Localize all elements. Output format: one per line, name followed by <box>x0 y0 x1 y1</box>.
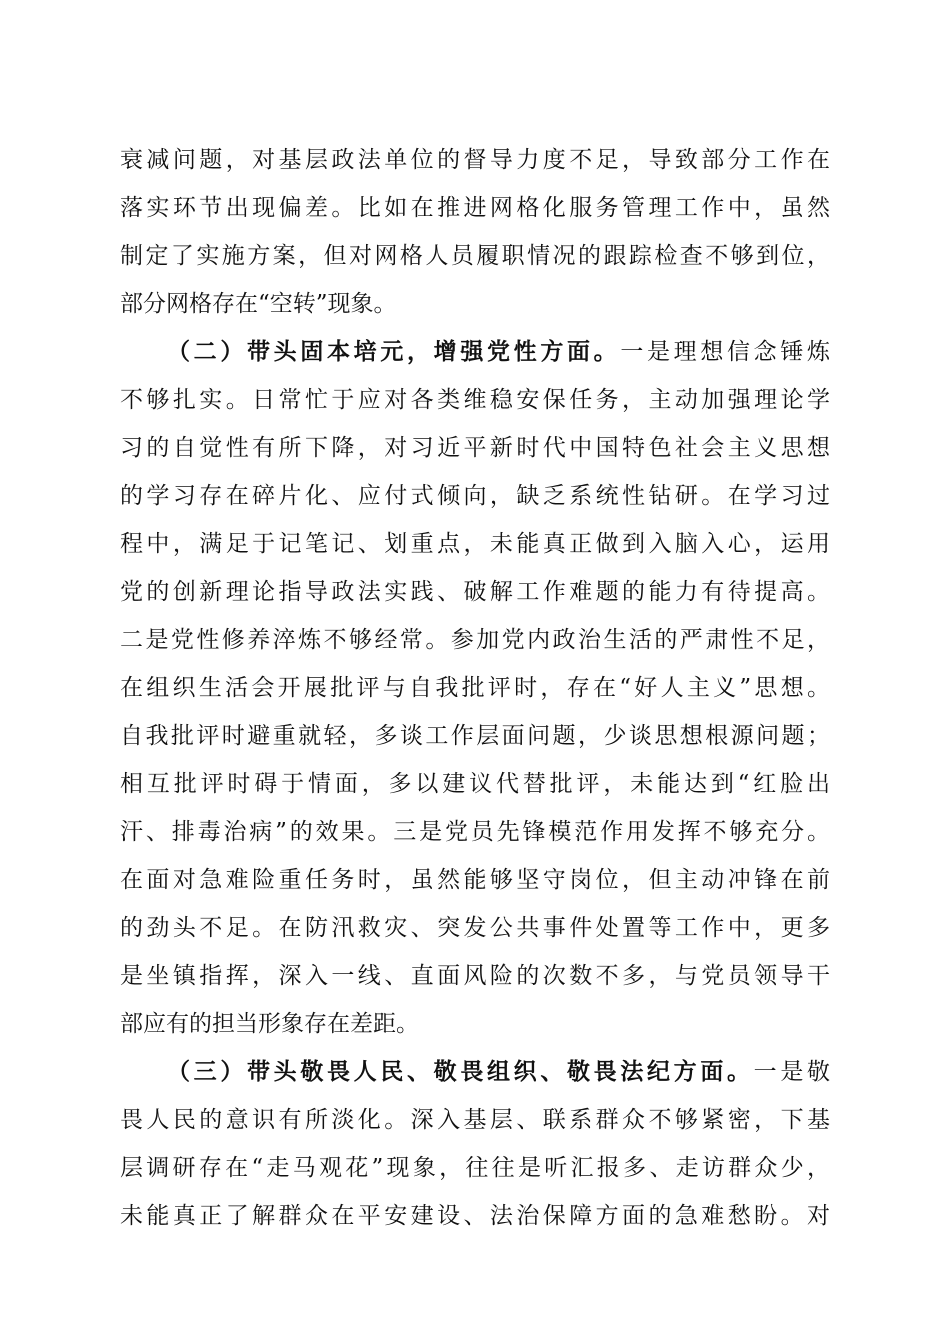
text-line: 畏人民的意识有所淡化。深入基层、联系群众不够紧密，下基 <box>120 1107 830 1133</box>
text-line: 相互批评时碍于情面，多以建议代替批评，未能达到“红脸出 <box>120 771 830 797</box>
text-line: 党的创新理论指导政法实践、破解工作难题的能力有待提高。 <box>120 579 830 605</box>
text-line: 习的自觉性有所下降，对习近平新时代中国特色社会主义思想 <box>120 435 830 461</box>
text-line: 衰减问题，对基层政法单位的督导力度不足，导致部分工作在 <box>120 147 830 173</box>
text-line: 部应有的担当形象存在差距。 <box>120 1011 419 1037</box>
text-line: 制定了实施方案，但对网格人员履职情况的跟踪检查不够到位， <box>120 243 830 269</box>
text-line: 在组织生活会开展批评与自我批评时，存在“好人主义”思想。 <box>120 675 830 701</box>
text-line: 的劲头不足。在防汛救灾、突发公共事件处置等工作中，更多 <box>120 915 830 941</box>
text-line: 落实环节出现偏差。比如在推进网格化服务管理工作中，虽然 <box>120 195 830 221</box>
text-line: 汗、排毒治病”的效果。三是党员先锋模范作用发挥不够充分。 <box>120 819 830 845</box>
section-heading-line: （二）带头固本培元，增强党性方面。一是理想信念锤炼 <box>167 338 831 365</box>
text-line: 自我批评时避重就轻，多谈工作层面问题，少谈思想根源问题； <box>120 723 830 749</box>
section-heading-line: （三）带头敬畏人民、敬畏组织、敬畏法纪方面。一是敬 <box>167 1058 831 1085</box>
section-heading: （二）带头固本培元，增强党性方面。 <box>167 338 621 365</box>
text-line: 程中，满足于记笔记、划重点，未能真正做到入脑入心，运用 <box>120 531 830 557</box>
text-line: 是坐镇指挥，深入一线、直面风险的次数不多，与党员领导干 <box>120 963 830 989</box>
text-line: 不够扎实。日常忙于应对各类维稳安保任务，主动加强理论学 <box>120 387 830 413</box>
text-line: 在面对急难险重任务时，虽然能够坚守岗位，但主动冲锋在前 <box>120 867 830 893</box>
text-line: 部分网格存在“空转”现象。 <box>120 291 397 317</box>
text-line: 二是党性修养淬炼不够经常。参加党内政治生活的严肃性不足， <box>120 627 830 653</box>
text-line: 层调研存在“走马观花”现象，往往是听汇报多、走访群众少， <box>120 1155 830 1181</box>
text-line: 的学习存在碎片化、应付式倾向，缺乏系统性钻研。在学习过 <box>120 483 830 509</box>
text-line: 未能真正了解群众在平安建设、法治保障方面的急难愁盼。对 <box>120 1203 830 1229</box>
section-heading: （三）带头敬畏人民、敬畏组织、敬畏法纪方面。 <box>167 1058 754 1085</box>
